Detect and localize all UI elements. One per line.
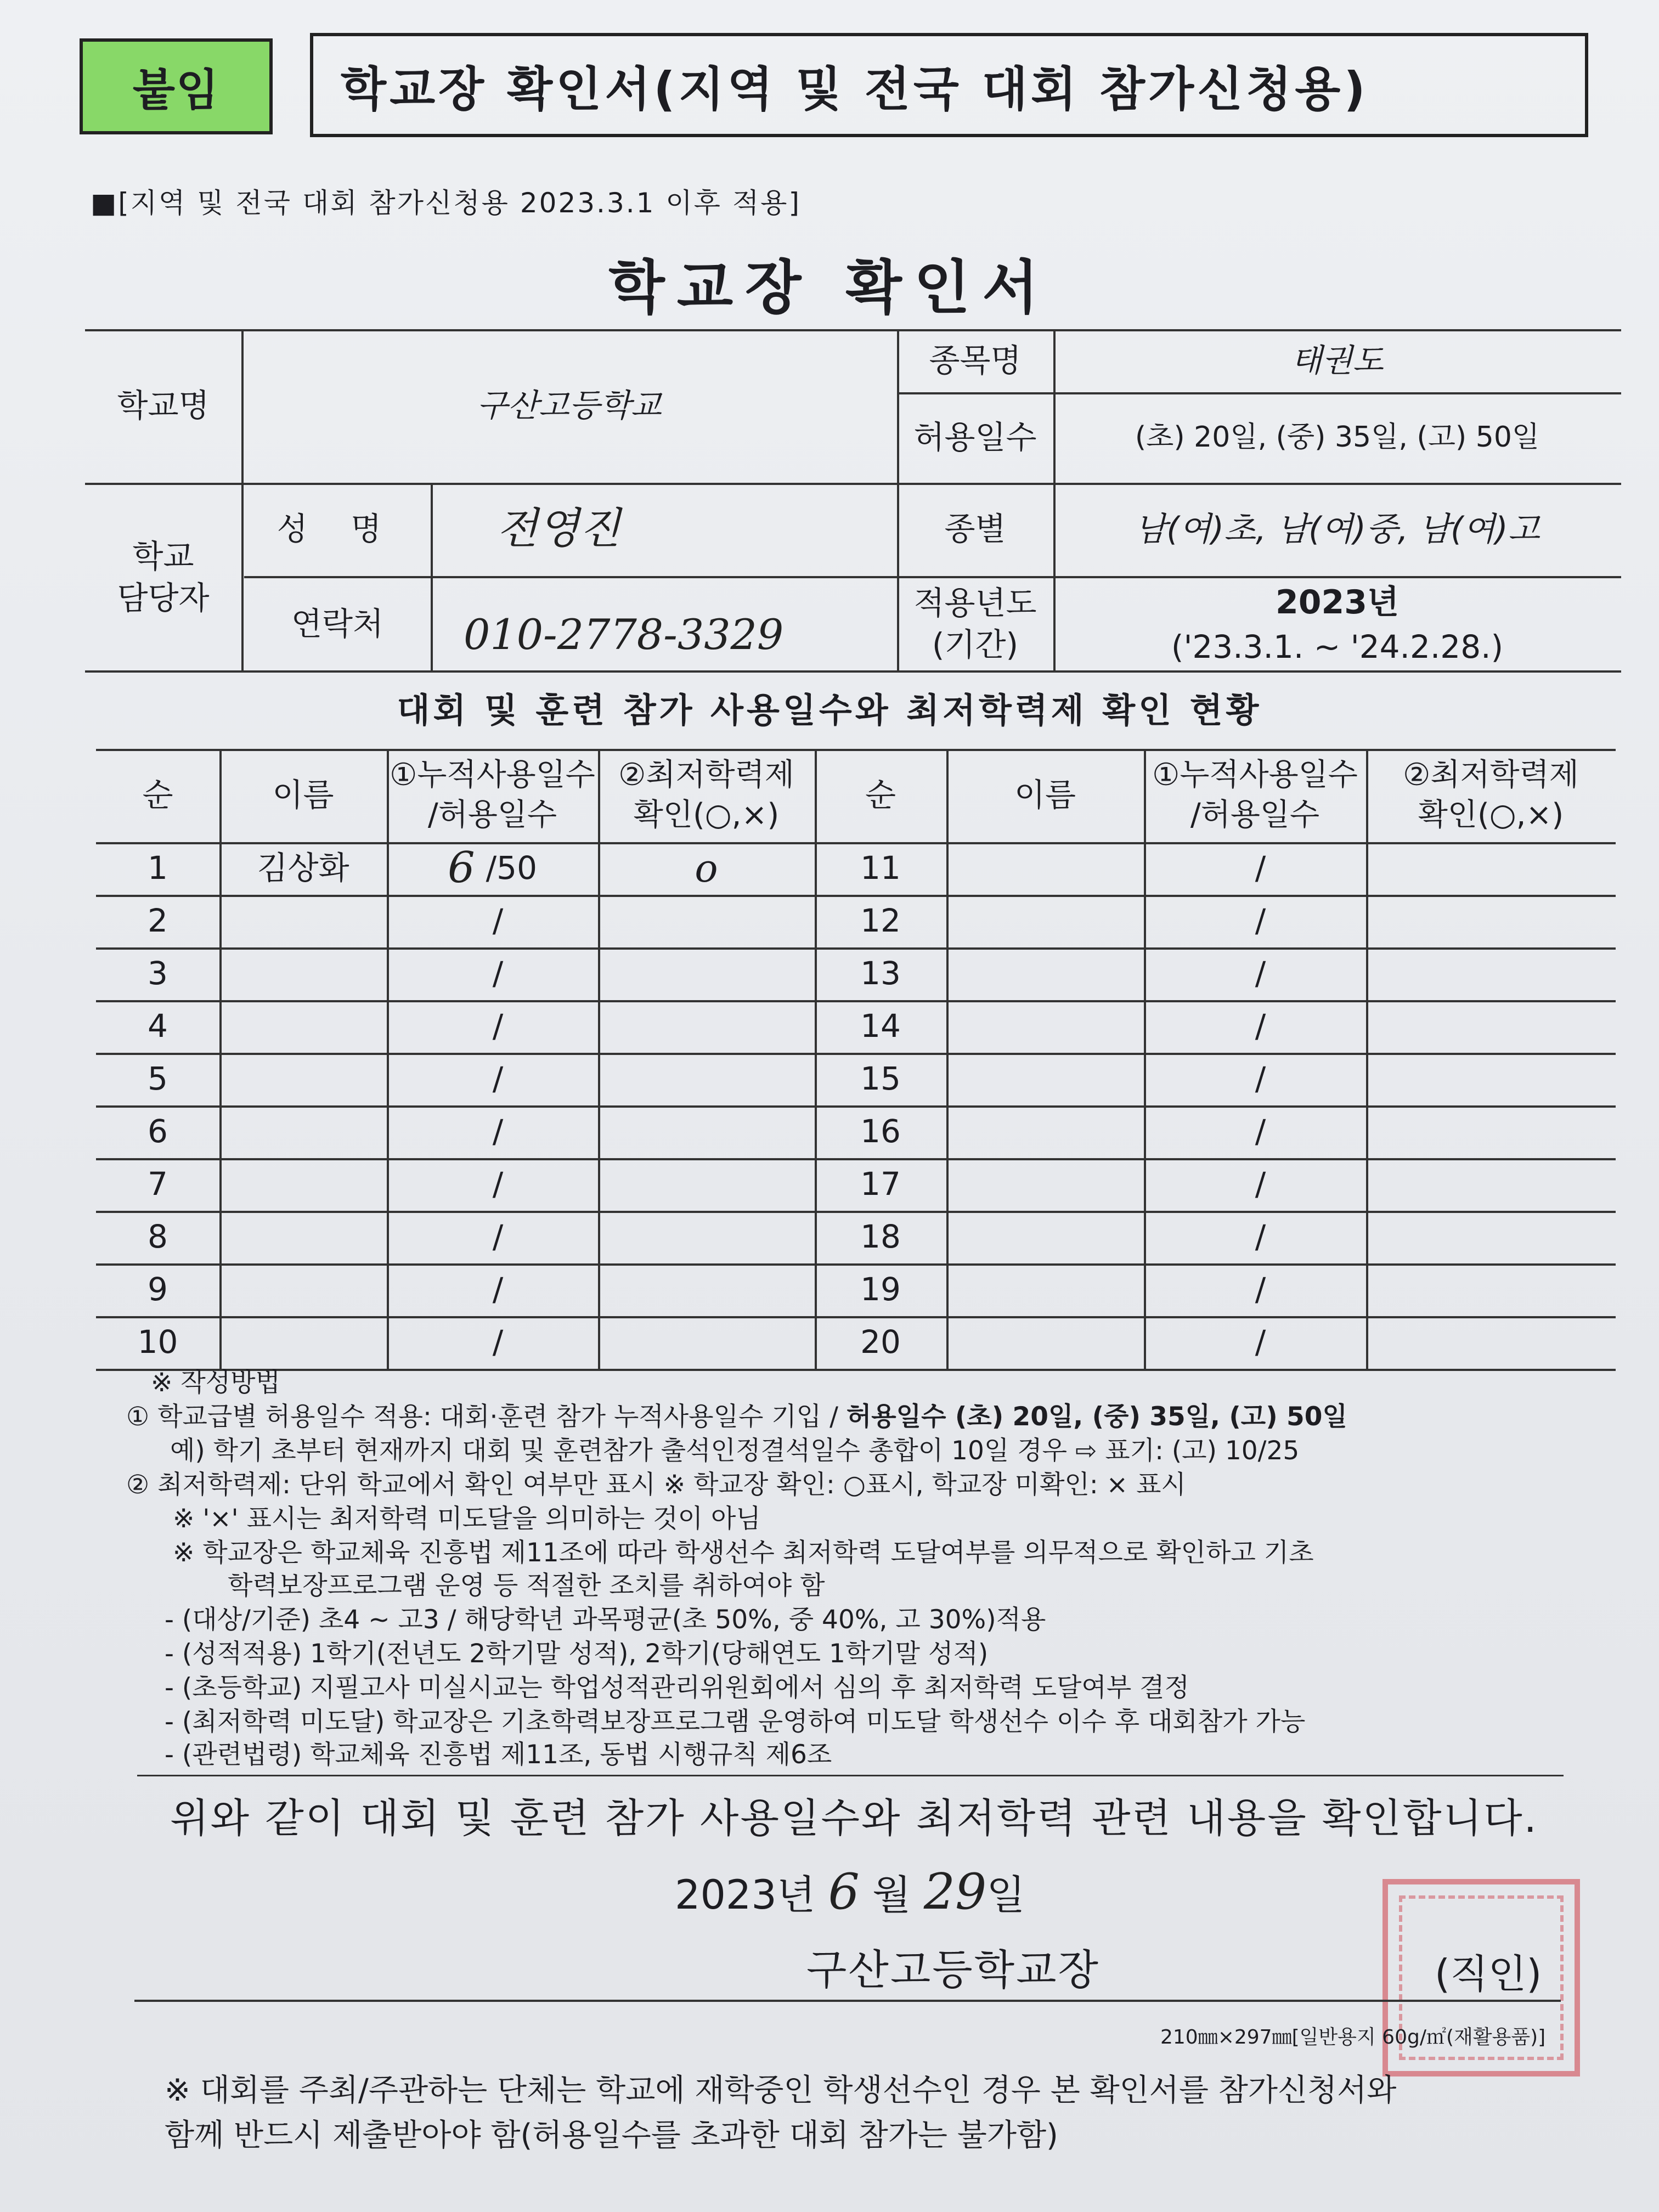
days-used-cell bbox=[1144, 1263, 1366, 1316]
days-used-cell bbox=[1144, 1000, 1366, 1053]
days-allowed: / bbox=[492, 1060, 504, 1098]
divider-line bbox=[137, 1775, 1564, 1776]
year-label: 적용년도 (기간) bbox=[913, 584, 1037, 663]
row-number: 16 bbox=[860, 1113, 901, 1150]
academic-check bbox=[598, 1158, 815, 1211]
days-allowed: / bbox=[492, 902, 504, 940]
note-line-9: - (초등학교) 지필고사 미실시교는 학업성적관리위원회에서 심의 후 최저학력 도달여부 결정 bbox=[165, 1673, 1189, 1703]
days-allowed: / bbox=[492, 1007, 504, 1045]
academic-check bbox=[598, 947, 815, 1000]
table-rule bbox=[96, 1369, 1616, 1371]
academic-check bbox=[1366, 1105, 1616, 1158]
row-number: 5 bbox=[148, 1060, 168, 1098]
category-label: 종별 bbox=[944, 510, 1006, 548]
academic-check bbox=[598, 1263, 815, 1316]
date-day-unit: 일 bbox=[986, 1872, 1025, 1918]
applies-note: ■[지역 및 전국 대회 참가신청용 2023.3.1 이후 적용] bbox=[91, 187, 801, 219]
date-month: 6 bbox=[828, 1863, 860, 1921]
school-label: 학교명 bbox=[117, 387, 210, 425]
athlete-name bbox=[946, 842, 1144, 895]
athlete-name bbox=[946, 1053, 1144, 1105]
days-allowed: / bbox=[1255, 1007, 1266, 1045]
row-number: 18 bbox=[860, 1218, 901, 1256]
year-value: 2023년 bbox=[1276, 583, 1399, 622]
row-number: 20 bbox=[860, 1323, 901, 1361]
attachment-tag: 붙임 bbox=[80, 38, 273, 134]
roster-table bbox=[96, 749, 1616, 1369]
days-allowed: / bbox=[492, 1271, 504, 1308]
athlete-name bbox=[219, 1263, 387, 1316]
days-used-cell bbox=[1144, 1211, 1366, 1263]
row-number: 15 bbox=[860, 1060, 901, 1098]
days-allowed: / bbox=[492, 1165, 504, 1203]
athlete-name bbox=[219, 1211, 387, 1263]
row-number: 7 bbox=[148, 1165, 168, 1203]
note-line-7: - (대상/기준) 초4 ~ 고3 / 해당학년 과목평균(초 50%, 중 40%, 고 30%)적용 bbox=[165, 1605, 1046, 1635]
row-number: 9 bbox=[148, 1271, 168, 1308]
header-days-left: ①누적사용일수 /허용일수 bbox=[390, 757, 595, 833]
footer-note bbox=[165, 2068, 1591, 2158]
academic-check bbox=[598, 1105, 815, 1158]
note-line-3: ② 최저학력제: 단위 학교에서 확인 여부만 표시 ※ 학교장 확인: ○표시, 학교장 미확인: × 표시 bbox=[126, 1470, 1186, 1500]
days-used-cell bbox=[1144, 1158, 1366, 1211]
athlete-name bbox=[946, 1105, 1144, 1158]
athlete-name bbox=[946, 1000, 1144, 1053]
date-year: 2023년 bbox=[675, 1872, 816, 1918]
academic-check bbox=[598, 895, 815, 947]
header-days-right: ①누적사용일수 /허용일수 bbox=[1152, 757, 1358, 833]
athlete-name bbox=[219, 1053, 387, 1105]
academic-check bbox=[1366, 1316, 1616, 1369]
academic-check bbox=[1366, 1263, 1616, 1316]
days-used-cell bbox=[1144, 1053, 1366, 1105]
date-month-unit: 월 bbox=[872, 1872, 911, 1918]
athlete-name bbox=[219, 1000, 387, 1053]
note-line-1 bbox=[126, 1400, 1347, 1434]
allowed-days-label: 허용일수 bbox=[913, 418, 1037, 456]
note-line-1-emphasis: 허용일수 (초) 20일, (중) 35일, (고) 50일 bbox=[846, 1402, 1347, 1432]
athlete-name bbox=[946, 895, 1144, 947]
row-number: 4 bbox=[148, 1007, 168, 1045]
notes-heading: ※ 작성방법 bbox=[151, 1368, 280, 1398]
days-allowed: / bbox=[1255, 955, 1266, 992]
athlete-name bbox=[946, 1316, 1144, 1369]
academic-check bbox=[1366, 1211, 1616, 1263]
athlete-name bbox=[219, 1316, 387, 1369]
academic-check bbox=[1366, 1000, 1616, 1053]
signing-date bbox=[675, 1863, 1025, 1921]
sport-value: 태권도 bbox=[1291, 341, 1384, 379]
academic-check: o bbox=[695, 845, 718, 891]
note-line-5: ※ 학교장은 학교체육 진흥법 제11조에 따라 학생선수 최저학력 도달여부를 의무적으로 확인하고 기초 bbox=[173, 1538, 1314, 1568]
contact-name: 전영진 bbox=[496, 504, 621, 554]
contact-person-label: 학교 담당자 bbox=[117, 538, 210, 617]
days-allowed: / bbox=[492, 1218, 504, 1256]
academic-check bbox=[1366, 1053, 1616, 1105]
note-line-10: - (최저학력 미도달) 학교장은 기초학력보장프로그램 운영하여 미도달 학생선수 이수 후 대회참가 가능 bbox=[165, 1707, 1306, 1737]
days-allowed: / bbox=[1255, 849, 1266, 887]
row-number: 19 bbox=[860, 1271, 901, 1308]
days-allowed: / bbox=[1255, 1271, 1266, 1308]
document-title: 학교장 확인서 bbox=[608, 254, 1051, 321]
athlete-name bbox=[219, 1158, 387, 1211]
header-name-right: 이름 bbox=[1014, 776, 1076, 814]
header-title: 학교장 확인서(지역 및 전국 대회 참가신청용) bbox=[310, 33, 1588, 137]
row-number: 12 bbox=[860, 902, 901, 940]
athlete-name bbox=[219, 895, 387, 947]
note-line-1-text: ① 학교급별 허용일수 적용: 대회·훈련 참가 누적사용일수 기입 / bbox=[126, 1402, 847, 1432]
row-number: 6 bbox=[148, 1113, 168, 1150]
days-used-cell bbox=[1144, 1316, 1366, 1369]
days-used-cell bbox=[387, 947, 598, 1000]
days-used-cell bbox=[387, 895, 598, 947]
academic-check bbox=[598, 1000, 815, 1053]
days-allowed: / bbox=[1255, 1113, 1266, 1150]
days-allowed: / bbox=[492, 1323, 504, 1361]
row-number: 17 bbox=[860, 1165, 901, 1203]
academic-check bbox=[1366, 895, 1616, 947]
days-used-cell bbox=[387, 1316, 598, 1369]
bottom-rule bbox=[134, 2000, 1561, 2002]
paper-size-note: 210㎜×297㎜[일반용지 60g/㎡(재활용품)] bbox=[1160, 2026, 1546, 2049]
note-line-6: 학력보장프로그램 운영 등 적절한 조치를 취하여야 함 bbox=[228, 1571, 825, 1601]
days-allowed: / bbox=[492, 1113, 504, 1150]
days-used-cell bbox=[387, 1053, 598, 1105]
days-used: 6 bbox=[448, 843, 475, 893]
days-used-cell bbox=[387, 842, 598, 895]
academic-check bbox=[598, 1053, 815, 1105]
days-used-cell bbox=[1144, 947, 1366, 1000]
name-label: 성 명 bbox=[276, 510, 398, 548]
sport-label: 종목명 bbox=[929, 341, 1022, 379]
category-value: 남(여)초, 남(여)중, 남(여)고 bbox=[1135, 510, 1540, 549]
row-number: 3 bbox=[148, 955, 168, 992]
academic-check bbox=[598, 1211, 815, 1263]
days-allowed: / bbox=[492, 955, 504, 992]
row-number: 8 bbox=[148, 1218, 168, 1256]
academic-check bbox=[1366, 1158, 1616, 1211]
header-no-left: 순 bbox=[142, 776, 173, 814]
principal-signature-line: 구산고등학교장 bbox=[806, 1945, 1100, 1994]
days-allowed: / bbox=[1255, 1060, 1266, 1098]
days-allowed: / bbox=[1255, 1218, 1266, 1256]
academic-check bbox=[1366, 947, 1616, 1000]
section-title: 대회 및 훈련 참가 사용일수와 최저학력제 확인 현황 bbox=[397, 690, 1262, 730]
days-used-cell bbox=[387, 1105, 598, 1158]
days-used-cell bbox=[1144, 842, 1366, 895]
header-name-left: 이름 bbox=[272, 776, 334, 814]
athlete-name bbox=[946, 947, 1144, 1000]
seal-label: (직인) bbox=[1435, 1951, 1542, 1997]
days-used-cell bbox=[387, 1000, 598, 1053]
date-day: 29 bbox=[923, 1863, 987, 1921]
note-line-2: 예) 학기 초부터 현재까지 대회 및 훈련참가 출석인정결석일수 총합이 10일 경우 ⇨ 표기: (고) 10/25 bbox=[170, 1436, 1300, 1466]
phone-label: 연락처 bbox=[291, 605, 384, 642]
school-name: 구산고등학교 bbox=[477, 387, 662, 425]
header-check-right: ②최저학력제 확인(○,×) bbox=[1403, 757, 1579, 833]
footer-note-text: ※ 대회를 주최/주관하는 단체는 학교에 재학중인 학생선수인 경우 본 확인서를 참가신청서와 함께 반드시 제출받아야 함(허용일수를 초과한 대회 참가는 불가함) bbox=[165, 2073, 1397, 2153]
days-used-cell bbox=[387, 1158, 598, 1211]
days-used-cell bbox=[1144, 895, 1366, 947]
days-allowed: / bbox=[1255, 1165, 1266, 1203]
table-rule bbox=[96, 749, 1616, 751]
row-number: 2 bbox=[148, 902, 168, 940]
athlete-name bbox=[946, 1263, 1144, 1316]
days-used-cell bbox=[1144, 1105, 1366, 1158]
academic-check bbox=[598, 1316, 815, 1369]
allowed-days-value: (초) 20일, (중) 35일, (고) 50일 bbox=[1135, 420, 1540, 454]
athlete-name bbox=[219, 1105, 387, 1158]
academic-check bbox=[1366, 842, 1616, 895]
days-allowed: / bbox=[1255, 1323, 1266, 1361]
confirmation-statement: 위와 같이 대회 및 훈련 참가 사용일수와 최저학력 관련 내용을 확인합니다. bbox=[170, 1795, 1538, 1842]
row-number: 13 bbox=[860, 955, 901, 992]
athlete-name bbox=[946, 1211, 1144, 1263]
contact-phone: 010-2778-3329 bbox=[464, 610, 784, 659]
row-number: 10 bbox=[137, 1323, 178, 1361]
days-used-cell bbox=[387, 1211, 598, 1263]
row-number: 14 bbox=[860, 1007, 901, 1045]
info-table bbox=[85, 329, 1621, 672]
header-check-left: ②최저학력제 확인(○,×) bbox=[618, 757, 794, 833]
note-line-8: - (성적적용) 1학기(전년도 2학기말 성적), 2학기(당해연도 1학기말 성적) bbox=[165, 1639, 989, 1669]
days-allowed: / bbox=[1255, 902, 1266, 940]
athlete-name bbox=[219, 947, 387, 1000]
note-line-4: ※ '×' 표시는 최저학력 미도달을 의미하는 것이 아님 bbox=[173, 1504, 761, 1534]
days-allowed: /50 bbox=[486, 849, 537, 887]
athlete-name bbox=[946, 1158, 1144, 1211]
row-number: 1 bbox=[148, 849, 168, 887]
row-number: 11 bbox=[860, 849, 901, 887]
days-used-cell bbox=[387, 1263, 598, 1316]
year-period: ('23.3.1. ~ '24.2.28.) bbox=[1171, 628, 1504, 666]
note-line-11: - (관련법령) 학교체육 진흥법 제11조, 동법 시행규칙 제6조 bbox=[165, 1740, 832, 1770]
athlete-name: 김상화 bbox=[257, 849, 349, 887]
header-no-right: 순 bbox=[865, 776, 896, 814]
